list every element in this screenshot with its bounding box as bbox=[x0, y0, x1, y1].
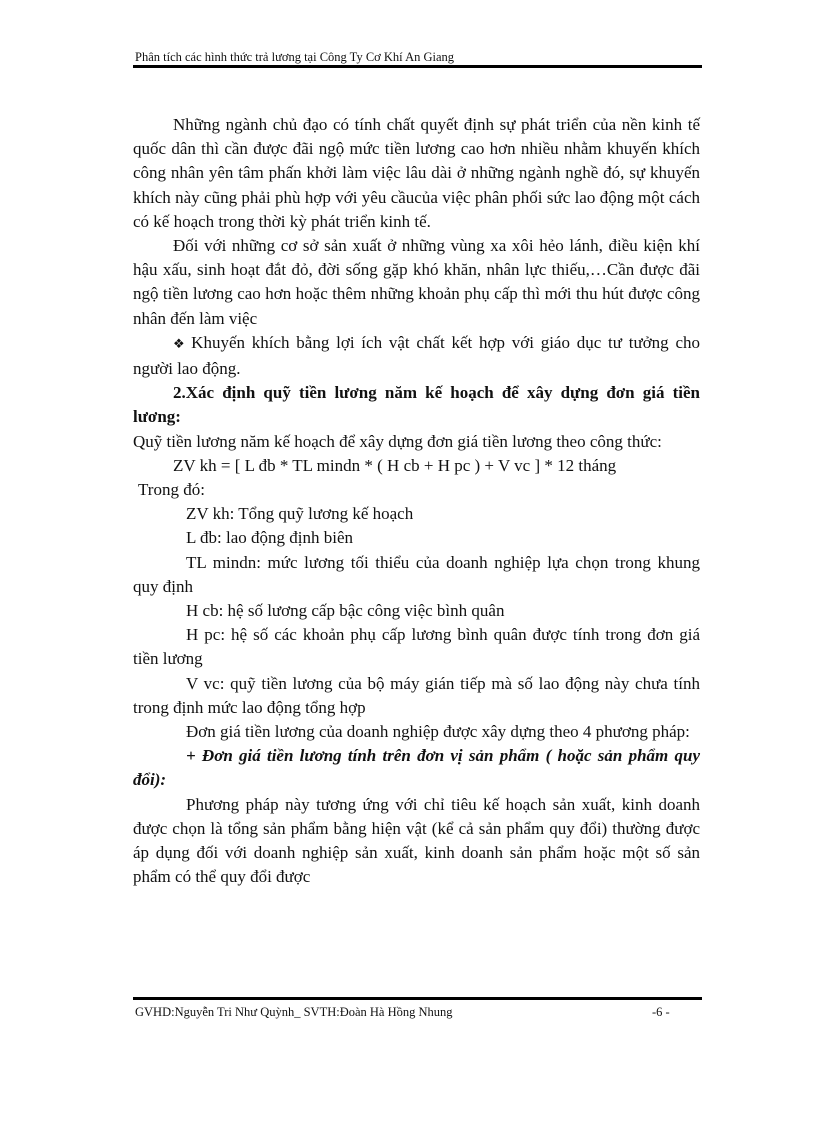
paragraph-unit-price-methods: Đơn giá tiền lương của doanh nghiệp được xây dựng theo 4 phương pháp: bbox=[186, 722, 690, 742]
section-heading: 2.Xác định quỹ tiền lương năm kế hoạch để xây dựng đơn giá tiền lương: bbox=[133, 383, 700, 427]
formula: ZV kh = [ L đb * TL mindn * ( H cb + H pc ) + V vc ] * 12 tháng bbox=[173, 455, 617, 475]
footer-author-line: GVHD:Nguyễn Tri Như Quỳnh_ SVTH:Đoàn Hà Hồng Nhung bbox=[135, 1005, 453, 1019]
formula-intro: Quỹ tiền lương năm kế hoạch để xây dựng đơn giá tiền lương theo công thức: bbox=[133, 431, 662, 451]
where-label: Trong đó: bbox=[138, 480, 205, 500]
diamond-bullet-icon: ❖ bbox=[173, 336, 188, 352]
footer-rule bbox=[133, 997, 702, 1000]
definition-tl-mindn: TL mindn: mức lương tối thiểu của doanh nghiệp lựa chọn trong khung quy định bbox=[133, 552, 700, 596]
subheading-unit-price-per-product: + Đơn giá tiền lương tính trên đơn vị sản phẩm ( hoặc sản phẩm quy đổi): bbox=[133, 746, 700, 790]
definition-h-cb: H cb: hệ số lương cấp bậc công việc bình quân bbox=[186, 601, 505, 621]
paragraph-remote-areas: Đối với những cơ sở sản xuất ở những vùng xa xôi hẻo lánh, điều kiện khí hậu xấu, sinh hoạt đắt đỏ, đời sống gặp khó khăn, nhân lực thiếu,…Cần được đãi ngộ tiền lương cao hơn hoặc thêm những khoản phụ cấp thì mới thu hút được công nhân đến làm việc bbox=[133, 236, 700, 328]
definition-v-vc: V vc: quỹ tiền lương của bộ máy gián tiếp mà số lao động này chưa tính trong định mức lao động tổng hợp bbox=[133, 673, 700, 717]
bullet-text: Khuyến khích bằng lợi ích vật chất kết hợp với giáo dục tư tưởng cho người lao động. bbox=[133, 332, 700, 379]
running-header: Phân tích các hình thức trả lương tại Công Ty Cơ Khí An Giang bbox=[135, 50, 455, 64]
page-number: -6 - bbox=[652, 1005, 670, 1019]
definition-zv-kh: ZV kh: Tổng quỹ lương kế hoạch bbox=[186, 504, 414, 524]
header-rule bbox=[133, 65, 702, 68]
page-body bbox=[133, 113, 700, 890]
paragraph-key-industries: Những ngành chủ đạo có tính chất quyết định sự phát triển của nền kinh tế quốc dân thì cần được đãi ngộ mức tiền lương cao hơn nhiều nhằm khuyến khích công nhân yên tâm phấn khởi làm việc lâu dài ở những ngành nghề đó, sự khuyến khích này cũng phải phù hợp với yêu cầucủa việc phân phối sức lao động một cách có kế hoạch trong thời kỳ phát triển kinh tế. bbox=[133, 115, 700, 231]
definition-l-db: L đb: lao động định biên bbox=[186, 528, 353, 548]
bullet-item bbox=[133, 331, 700, 381]
paragraph-method-description: Phương pháp này tương ứng với chỉ tiêu kế hoạch sản xuất, kinh doanh được chọn là tổng sản phẩm bằng hiện vật (kể cả sản phẩm quy đổi) thường được áp dụng đối với doanh nghiệp sản xuất, kinh doanh sản phẩm hoặc một số sản phẩm có thể quy đổi được bbox=[133, 794, 700, 887]
definition-h-pc: H pc: hệ số các khoản phụ cấp lương bình quân được tính trong đơn giá tiền lương bbox=[133, 625, 700, 669]
